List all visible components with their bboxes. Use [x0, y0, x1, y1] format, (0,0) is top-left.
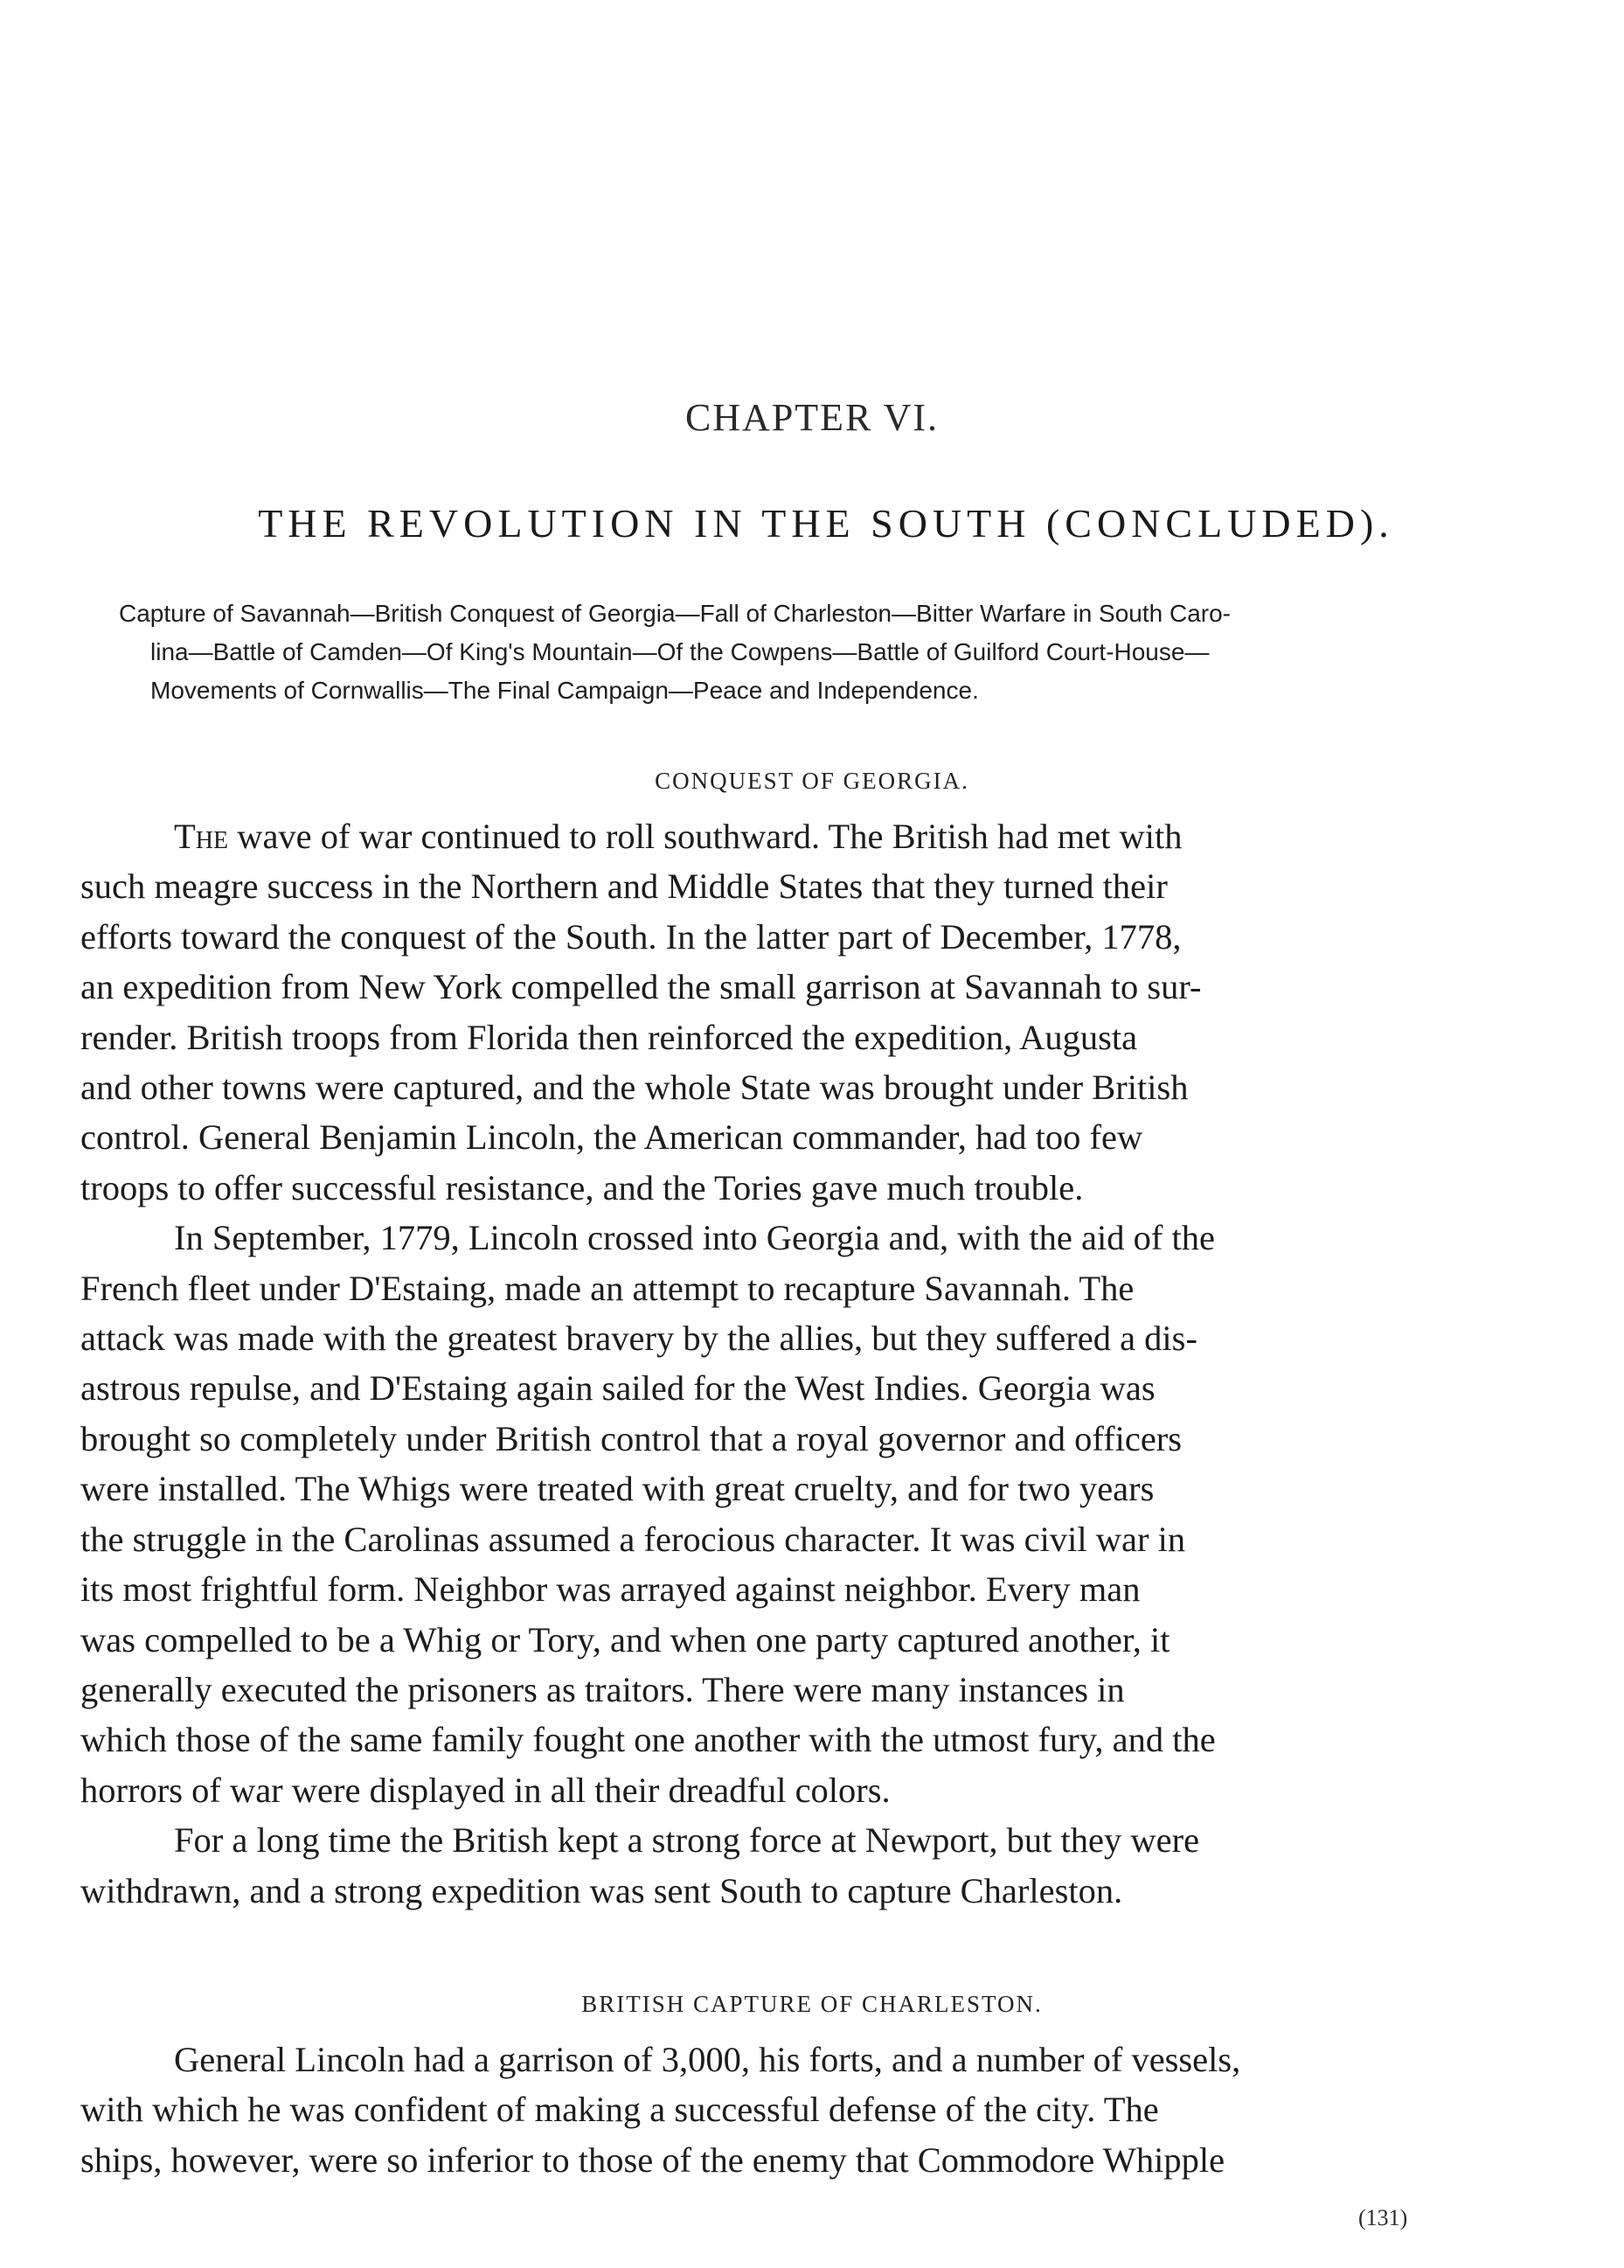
- section-body-conquest-of-georgia: [80, 811, 1540, 1916]
- body-line: was compelled to be a Whig or Tory, and when one party captured another, it: [80, 1619, 1170, 1659]
- summary-line: Movements of Cornwallis—The Final Campaign—Peace and Independence.: [150, 677, 979, 704]
- body-line: and other towns were captured, and the whole State was brought under British: [80, 1068, 1189, 1108]
- body-line: were installed. The Whigs were treated with great cruelty, and for two years: [80, 1469, 1155, 1509]
- body-line: [80, 811, 1540, 861]
- section-heading-conquest-of-georgia: CONQUEST OF GEORGIA.: [655, 768, 969, 794]
- page-number: (131): [1358, 2205, 1408, 2230]
- body-line: render. British troops from Florida then reinforced the expedition, Augusta: [80, 1017, 1138, 1057]
- body-line: horrors of war were displayed in all their dreadful colors.: [80, 1770, 891, 1810]
- body-line: troops to offer successful resistance, and the Tories gave much trouble.: [80, 1167, 1084, 1207]
- summary-line: Capture of Savannah—British Conquest of Georgia—Fall of Charleston—Bitter Warfare in South Caro-: [119, 600, 1232, 627]
- body-line: attack was made with the greatest bravery by the allies, but they suffered a dis-: [80, 1318, 1197, 1359]
- drop-word: The: [174, 817, 229, 856]
- body-line: General Lincoln had a garrison of 3,000, his forts, and a number of vessels,: [174, 2040, 1241, 2079]
- chapter-summary: [119, 595, 1517, 710]
- chapter-title: CHAPTER VI.: [684, 396, 940, 439]
- body-line: withdrawn, and a strong expedition was sent South to capture Charleston.: [80, 1870, 1123, 1910]
- body-line: control. General Benjamin Lincoln, the American commander, had too few: [80, 1117, 1143, 1158]
- body-line: brought so completely under British control that a royal governor and officers: [80, 1418, 1183, 1458]
- body-line: with which he was confident of making a successful defense of the city. The: [80, 2090, 1159, 2130]
- body-line: an expedition from New York compelled the small garrison at Savannah to sur-: [80, 967, 1202, 1007]
- summary-line: lina—Battle of Camden—Of King's Mountain—Of the Cowpens—Battle of Guilford Court-House—: [150, 638, 1210, 665]
- chapter-subtitle: THE REVOLUTION IN THE SOUTH (CONCLUDED).: [258, 501, 1394, 546]
- body-line: French fleet under D'Estaing, made an attempt to recapture Savannah. The: [80, 1268, 1135, 1308]
- body-line: ships, however, were so inferior to those of the enemy that Commodore Whipple: [80, 2139, 1225, 2180]
- body-line: the struggle in the Carolinas assumed a ferocious character. It was civil war in: [80, 1519, 1186, 1559]
- body-line: astrous repulse, and D'Estaing again sailed for the West Indies. Georgia was: [80, 1368, 1156, 1409]
- body-line: generally executed the prisoners as traitors. There were many instances in: [80, 1669, 1125, 1709]
- body-line: In September, 1779, Lincoln crossed into Georgia and, with the aid of the: [174, 1218, 1215, 1258]
- body-line: efforts toward the conquest of the South. In the latter part of December, 1778,: [80, 916, 1182, 957]
- body-line-text: wave of war continued to roll southward. The British had met with: [228, 817, 1183, 856]
- section-heading-british-capture-of-charleston: BRITISH CAPTURE OF CHARLESTON.: [581, 1991, 1043, 2017]
- body-line: which those of the same family fought one another with the utmost fury, and the: [80, 1720, 1216, 1760]
- body-line: For a long time the British kept a strong force at Newport, but they were: [174, 1820, 1200, 1861]
- section-body-british-capture-of-charleston: [80, 2035, 1540, 2185]
- body-line: its most frightful form. Neighbor was arrayed against neighbor. Every man: [80, 1569, 1141, 1610]
- body-line: such meagre success in the Northern and Middle States that they turned their: [80, 866, 1168, 907]
